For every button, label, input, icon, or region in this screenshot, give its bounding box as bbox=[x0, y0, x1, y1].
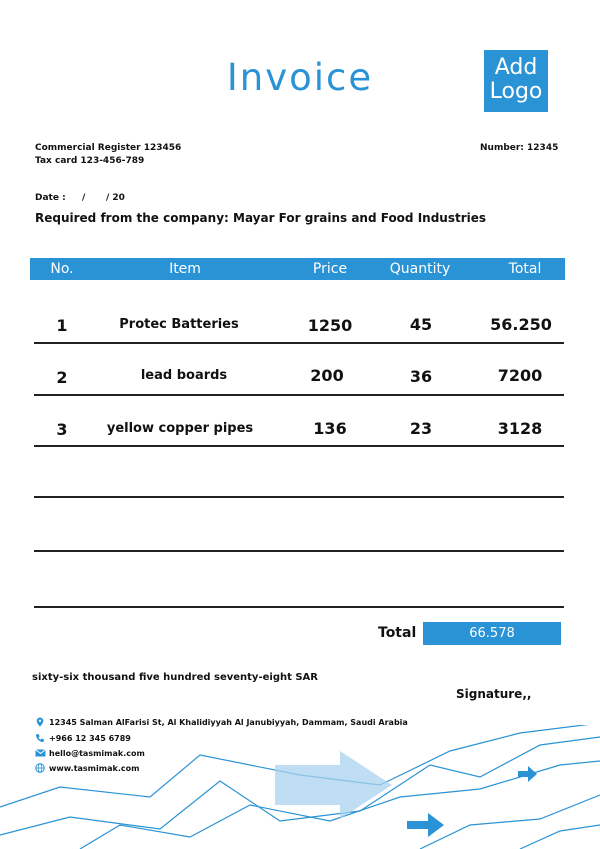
date-separator-1: / bbox=[82, 193, 86, 203]
row-total: 3128 bbox=[497, 419, 543, 438]
company-line: Required from the company: Mayar For grains and Food Industries bbox=[35, 211, 487, 225]
row-divider bbox=[34, 445, 564, 447]
col-price: Price bbox=[312, 261, 348, 277]
row-item: lead boards bbox=[140, 368, 228, 383]
row-total: 7200 bbox=[497, 366, 543, 385]
total-label: Total bbox=[378, 625, 417, 641]
date-separator-2: / 20 bbox=[106, 193, 125, 203]
row-item: yellow copper pipes bbox=[106, 421, 254, 436]
row-no: 3 bbox=[56, 420, 68, 439]
row-qty: 45 bbox=[409, 315, 433, 334]
website-text: www.tasmimak.com bbox=[49, 763, 140, 773]
table-header bbox=[30, 258, 565, 280]
invoice-title: Invoice bbox=[226, 56, 374, 99]
logo-line-1: Add bbox=[494, 55, 538, 80]
date-label: Date : bbox=[35, 193, 66, 203]
tax-card: Tax card 123-456-789 bbox=[35, 156, 145, 166]
logo-line-2: Logo bbox=[489, 79, 543, 104]
col-total: Total bbox=[508, 261, 542, 277]
location-pin-icon bbox=[35, 717, 45, 727]
contact-phone bbox=[35, 733, 131, 743]
row-divider bbox=[34, 606, 564, 608]
signature-label: Signature,, bbox=[456, 687, 532, 701]
total-value: 66.578 bbox=[423, 622, 561, 645]
row-divider bbox=[34, 496, 564, 498]
phone-text: +966 12 345 6789 bbox=[49, 733, 131, 743]
row-price: 200 bbox=[310, 366, 344, 385]
row-item: Protec Batteries bbox=[119, 317, 239, 332]
row-total: 56.250 bbox=[490, 315, 552, 334]
row-price: 1250 bbox=[307, 316, 353, 335]
amount-in-words: sixty-six thousand five hundred seventy-eight SAR bbox=[32, 672, 318, 683]
row-no: 1 bbox=[56, 316, 68, 335]
decorative-lines bbox=[0, 725, 600, 849]
row-divider bbox=[34, 342, 564, 344]
row-qty: 36 bbox=[409, 367, 433, 386]
commercial-register: Commercial Register 123456 bbox=[35, 143, 182, 153]
row-price: 136 bbox=[313, 419, 347, 438]
invoice-number: Number: 12345 bbox=[480, 143, 559, 153]
globe-icon bbox=[35, 763, 45, 773]
email-text: hello@tasmimak.com bbox=[49, 748, 145, 758]
email-icon bbox=[35, 748, 45, 758]
address-text: 12345 Salman AlFarisi St, Al Khalidiyyah Al Janubiyyah, Dammam, Saudi Arabia bbox=[49, 717, 408, 727]
col-quantity: Quantity bbox=[389, 261, 451, 277]
row-divider bbox=[34, 394, 564, 396]
contact-address bbox=[35, 717, 408, 727]
logo-placeholder[interactable] bbox=[484, 50, 548, 112]
row-qty: 23 bbox=[409, 419, 433, 438]
col-item: Item bbox=[169, 261, 201, 277]
col-no: No. bbox=[50, 261, 74, 277]
row-no: 2 bbox=[56, 368, 68, 387]
phone-icon bbox=[35, 733, 45, 743]
contact-email[interactable] bbox=[35, 748, 145, 758]
row-divider bbox=[34, 550, 564, 552]
contact-website[interactable] bbox=[35, 763, 139, 773]
